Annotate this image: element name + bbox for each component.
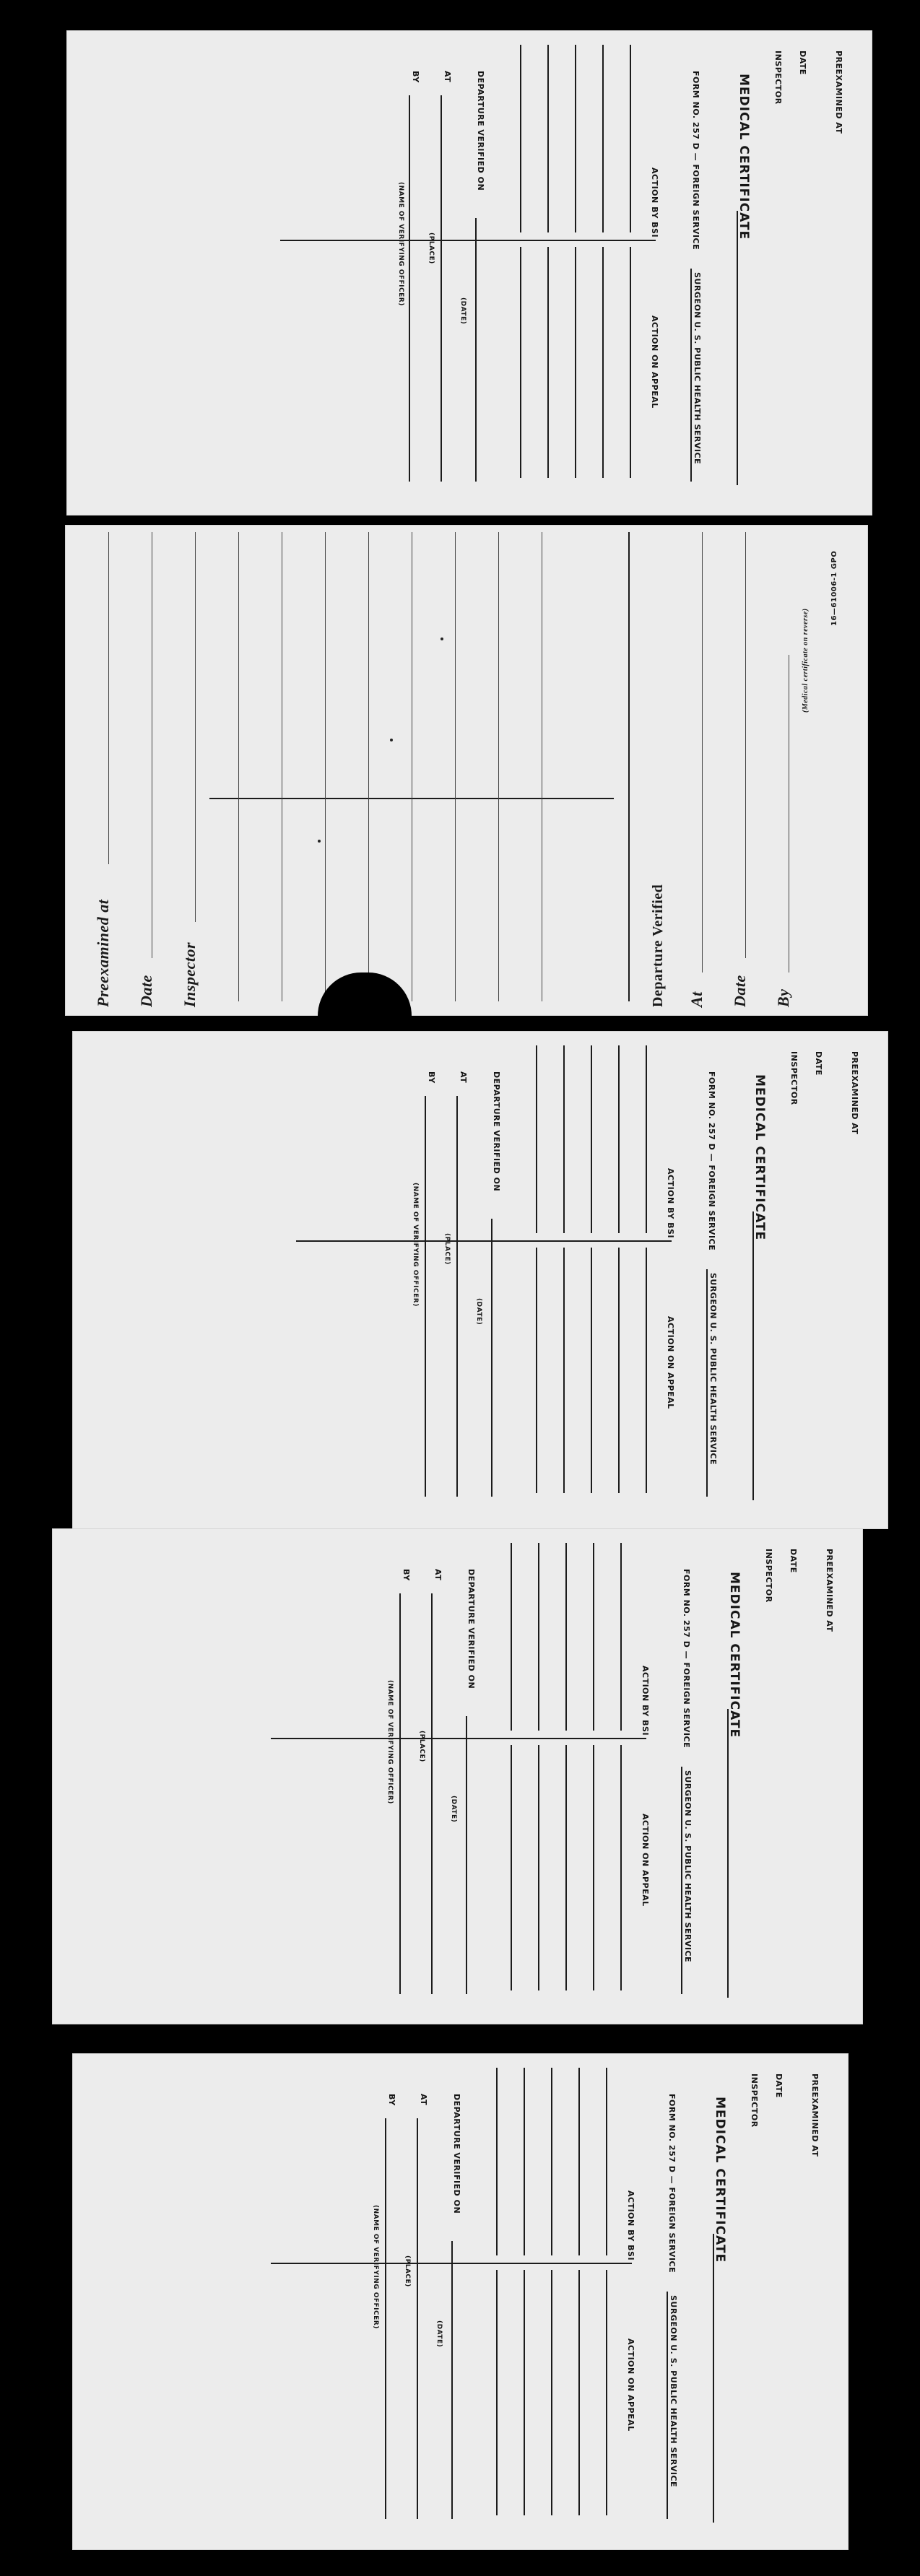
reverse-preexamined-line (108, 532, 109, 864)
form-card-4-content (52, 1528, 863, 2024)
officer-caption: (NAME OF VERIFYING OFFICER) (412, 1183, 419, 1307)
form-card-3-content (72, 1031, 888, 1529)
medical-certificate-title: MEDICAL CERTIFICATE (713, 2097, 727, 2263)
inspector-label: INSPECTOR (773, 51, 783, 105)
appeal-line-2 (618, 1248, 620, 1493)
inspector-label: INSPECTOR (764, 1549, 773, 1603)
date-caption: (DATE) (435, 2320, 443, 2348)
ink-mark (390, 739, 393, 741)
form-card-4 (52, 1528, 863, 2024)
action-line-4 (524, 2068, 525, 2255)
action-line-2 (602, 45, 604, 232)
preexamined-at-label: PREEXAMINED AT (825, 1549, 834, 1632)
reverse-line-4 (368, 532, 369, 1001)
action-line-4 (563, 1045, 565, 1233)
preexamined-at-label: PREEXAMINED AT (810, 2074, 820, 2157)
officer-caption: (NAME OF VERIFYING OFFICER) (372, 2205, 379, 2329)
surgeon-label: SURGEON U. S. PUBLIC HEALTH SERVICE (693, 272, 702, 465)
reverse-departure-verified-label: Departure Verified (650, 884, 666, 1007)
departure-verified-label: DEPARTURE VERIFIED ON (492, 1071, 501, 1192)
departure-date-line (466, 1716, 467, 1994)
action-on-appeal-label: ACTION ON APPEAL (650, 316, 659, 409)
ink-mark (441, 638, 443, 640)
place-line (441, 95, 442, 482)
departure-verified-label: DEPARTURE VERIFIED ON (466, 1569, 476, 1689)
by-label: BY (402, 1569, 411, 1581)
inspector-label: INSPECTOR (789, 1051, 799, 1105)
action-line-1 (646, 1045, 647, 1233)
officer-line (399, 1593, 401, 1994)
certificate-line (713, 2234, 714, 2523)
ink-mark (318, 840, 321, 843)
place-caption: (PLACE) (428, 232, 435, 264)
appeal-line-2 (602, 247, 604, 478)
surgeon-label: SURGEON U. S. PUBLIC HEALTH SERVICE (708, 1273, 718, 1466)
appeal-line-5 (536, 1248, 537, 1493)
inspector-label: INSPECTOR (750, 2074, 759, 2128)
action-line-1 (630, 45, 631, 232)
reverse-print-code: 16—61006-1 GPO (830, 550, 838, 626)
certificate-line (752, 1211, 754, 1500)
medical-certificate-title: MEDICAL CERTIFICATE (737, 74, 751, 240)
form-card-1-content (66, 30, 872, 515)
departure-date-line (475, 218, 477, 482)
reverse-line-7 (498, 532, 499, 1001)
date-caption: (DATE) (459, 297, 466, 325)
officer-line (425, 1096, 426, 1497)
form-number-label: FORM NO. 257 D — FOREIGN SERVICE (667, 2094, 677, 2273)
action-on-appeal-label: ACTION ON APPEAL (626, 2338, 635, 2432)
action-line-5 (520, 45, 521, 232)
reverse-at-label: At (687, 991, 706, 1007)
reverse-at-line (702, 532, 703, 972)
appeal-line-3 (591, 1248, 592, 1493)
at-label: AT (419, 2094, 428, 2106)
appeal-line-4 (524, 2270, 525, 2515)
officer-line (385, 2118, 386, 2519)
by-label: BY (411, 71, 420, 83)
bsi-appeal-divider (296, 1240, 672, 1242)
form-number-label: FORM NO. 257 D — FOREIGN SERVICE (707, 1071, 716, 1251)
appeal-line-1 (646, 1248, 647, 1493)
departure-date-line (451, 2241, 453, 2519)
place-caption: (PLACE) (404, 2255, 411, 2287)
appeal-line-4 (563, 1248, 565, 1493)
action-line-2 (578, 2068, 580, 2255)
surgeon-label: SURGEON U. S. PUBLIC HEALTH SERVICE (683, 1770, 693, 1963)
reverse-date2-label: Date (731, 975, 749, 1007)
action-by-bsi-label: ACTION BY BSI (666, 1168, 675, 1239)
appeal-line-3 (575, 247, 576, 478)
reverse-by-label: By (774, 988, 792, 1007)
form-card-2-reverse (65, 525, 868, 1016)
action-line-3 (575, 45, 576, 232)
action-on-appeal-label: ACTION ON APPEAL (666, 1316, 675, 1409)
medical-certificate-title: MEDICAL CERTIFICATE (727, 1572, 742, 1739)
appeal-line-5 (511, 1745, 512, 1990)
action-by-bsi-label: ACTION BY BSI (650, 167, 659, 238)
form-card-5 (72, 2053, 849, 2550)
reverse-line-6 (455, 532, 456, 1001)
place-line (431, 1593, 433, 1994)
action-on-appeal-label: ACTION ON APPEAL (641, 1814, 650, 1907)
reverse-date2-line (745, 532, 746, 958)
surgeon-line (690, 269, 692, 482)
reverse-line-1 (238, 532, 239, 1001)
action-line-5 (496, 2068, 498, 2255)
action-line-3 (565, 1543, 567, 1731)
departure-verified-label: DEPARTURE VERIFIED ON (452, 2094, 461, 2214)
appeal-line-4 (547, 247, 549, 478)
action-line-5 (536, 1045, 537, 1233)
form-number-label: FORM NO. 257 D — FOREIGN SERVICE (682, 1569, 691, 1749)
date-caption: (DATE) (450, 1796, 457, 1823)
form-card-1 (66, 30, 872, 515)
action-line-3 (591, 1045, 592, 1233)
form-card-5-content (72, 2053, 849, 2550)
departure-date-line (491, 1219, 492, 1497)
place-caption: (PLACE) (418, 1731, 425, 1762)
appeal-line-3 (551, 2270, 552, 2515)
appeal-line-2 (578, 2270, 580, 2515)
action-by-bsi-label: ACTION BY BSI (641, 1666, 650, 1736)
reverse-preexamined-at-label: Preexamined at (94, 899, 112, 1007)
reverse-print-note: (Medical certificate on reverse) (802, 608, 810, 713)
appeal-line-3 (565, 1745, 567, 1990)
by-label: BY (427, 1071, 436, 1084)
date-label: DATE (814, 1051, 823, 1076)
appeal-line-1 (620, 1745, 622, 1990)
appeal-line-5 (496, 2270, 498, 2515)
action-line-1 (620, 1543, 622, 1731)
appeal-line-1 (630, 247, 631, 478)
preexamined-at-label: PREEXAMINED AT (834, 51, 843, 134)
reverse-inspector-line (195, 532, 196, 922)
form-card-3 (72, 1031, 888, 1529)
departure-verified-label: DEPARTURE VERIFIED ON (476, 71, 485, 191)
appeal-line-1 (606, 2270, 607, 2515)
place-line (456, 1096, 458, 1497)
action-line-3 (551, 2068, 552, 2255)
bsi-appeal-divider (271, 1738, 646, 1739)
surgeon-line (681, 1767, 682, 1994)
date-label: DATE (774, 2074, 784, 2098)
date-label: DATE (789, 1549, 798, 1573)
action-line-4 (538, 1543, 539, 1731)
place-line (417, 2118, 418, 2519)
at-label: AT (443, 71, 452, 83)
date-label: DATE (798, 51, 807, 75)
at-label: AT (459, 1071, 468, 1084)
place-caption: (PLACE) (443, 1233, 451, 1265)
date-caption: (DATE) (475, 1298, 482, 1326)
form-card-2-content (65, 525, 868, 1016)
bsi-appeal-divider (280, 240, 656, 241)
by-label: BY (387, 2094, 396, 2106)
officer-caption: (NAME OF VERIFYING OFFICER) (386, 1680, 394, 1804)
officer-line (409, 95, 410, 482)
reverse-heavy-divider (628, 532, 630, 1001)
surgeon-label: SURGEON U. S. PUBLIC HEALTH SERVICE (669, 2295, 678, 2488)
form-number-label: FORM NO. 257 D — FOREIGN SERVICE (691, 71, 700, 251)
officer-caption: (NAME OF VERIFYING OFFICER) (397, 182, 404, 306)
surgeon-line (706, 1269, 708, 1497)
reverse-line-3 (325, 532, 326, 1001)
medical-certificate-title: MEDICAL CERTIFICATE (752, 1074, 767, 1241)
action-line-2 (618, 1045, 620, 1233)
preexamined-at-label: PREEXAMINED AT (850, 1051, 859, 1135)
appeal-line-4 (538, 1745, 539, 1990)
certificate-line (737, 211, 738, 485)
reverse-inspector-label: Inspector (181, 941, 199, 1007)
surgeon-line (667, 2292, 668, 2519)
at-label: AT (433, 1569, 443, 1581)
action-by-bsi-label: ACTION BY BSI (626, 2190, 635, 2261)
appeal-line-5 (520, 247, 521, 478)
action-line-2 (593, 1543, 594, 1731)
certificate-line (727, 1709, 729, 1998)
action-line-1 (606, 2068, 607, 2255)
reverse-date-label: Date (137, 975, 155, 1007)
action-line-4 (547, 45, 549, 232)
appeal-line-2 (593, 1745, 594, 1990)
action-line-5 (511, 1543, 512, 1731)
